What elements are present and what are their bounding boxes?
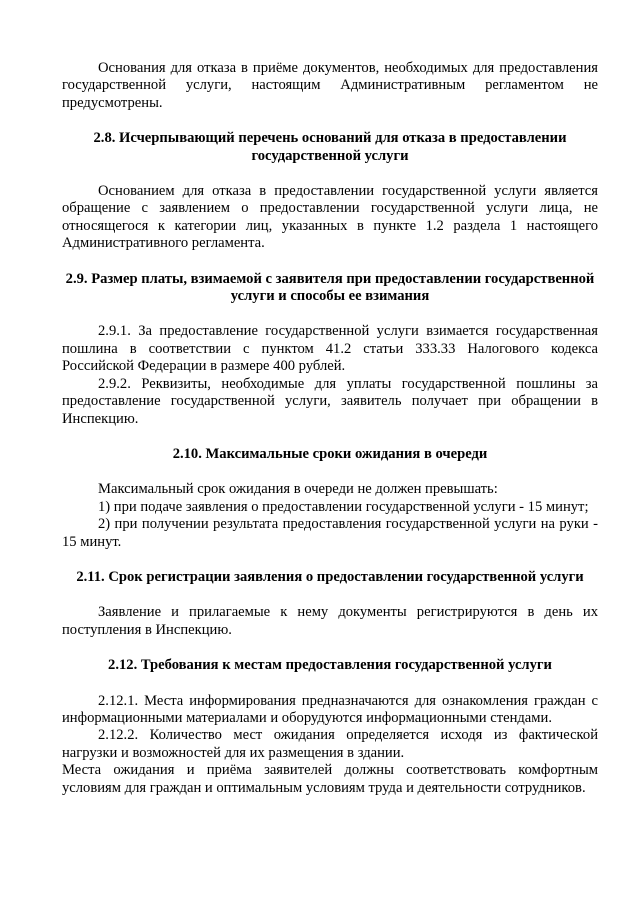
paragraph-2-9-1: 2.9.1. За предоставление государственной услуги взимается государственная пошлина в соответствии с пунктом 41.2 статьи 333.33 Налогового кодекса Российской Федерации в размере 400 рублей. [62,323,598,375]
paragraph-2-8: Основанием для отказа в предоставлении государственной услуги является обращение с заявлением о предоставлении государственной услуги лица, не относящегося к категории лиц, указанных в пункте 1.2 раздела 1 настоящего Административного регламента. [62,183,598,252]
paragraph-2-12-1: 2.12.1. Места информирования предназначаются для ознакомления граждан с информационными материалами и оборудуются информационными стендами. [62,692,598,726]
paragraph-2-12-3: Места ожидания и приёма заявителей должны соответствовать комфортным условиям для граждан и оптимальным условиям труда и деятельности сотрудников. [62,762,598,796]
heading-2-9: 2.9. Размер платы, взимаемой с заявителя при предоставлении государственной услуги и способы ее взимания [65,270,595,305]
paragraph-2-10-item-1: 1) при подаче заявления о предоставлении государственной услуги - 15 минут; [98,498,589,515]
heading-2-11: 2.11. Срок регистрации заявления о предоставлении государственной услуги [76,568,584,585]
heading-2-8: 2.8. Исчерпывающий перечень оснований для отказа в предоставлении государственной услуги [93,130,567,164]
heading-2-10: 2.10. Максимальные сроки ожидания в очереди [172,445,488,462]
paragraph-2-10-item-2: 2) при получении результата предоставления государственной услуги на руки - 15 минут. [62,516,598,550]
paragraph-2-12-2: 2.12.2. Количество мест ожидания определяется исходя из фактической нагрузки и возможностей для их размещения в здании. [62,727,598,761]
paragraph-2-11: Заявление и прилагаемые к нему документы регистрируются в день их поступления в Инспекцию. [62,604,598,638]
document-page [62,60,598,797]
paragraph-refusal-documents: Основания для отказа в приёме документов, необходимых для предоставления государственной услуги, настоящим Административным регламентом не предусмотрены. [62,60,598,111]
paragraph-2-10-intro: Максимальный срок ожидания в очереди не должен превышать: [98,481,498,498]
heading-2-12: 2.12. Требования к местам предоставления государственной услуги [108,657,552,674]
paragraph-2-9-2: 2.9.2. Реквизиты, необходимые для уплаты государственной пошлины за предоставление государственной услуги, заявитель получает при обращении в Инспекцию. [62,375,598,427]
